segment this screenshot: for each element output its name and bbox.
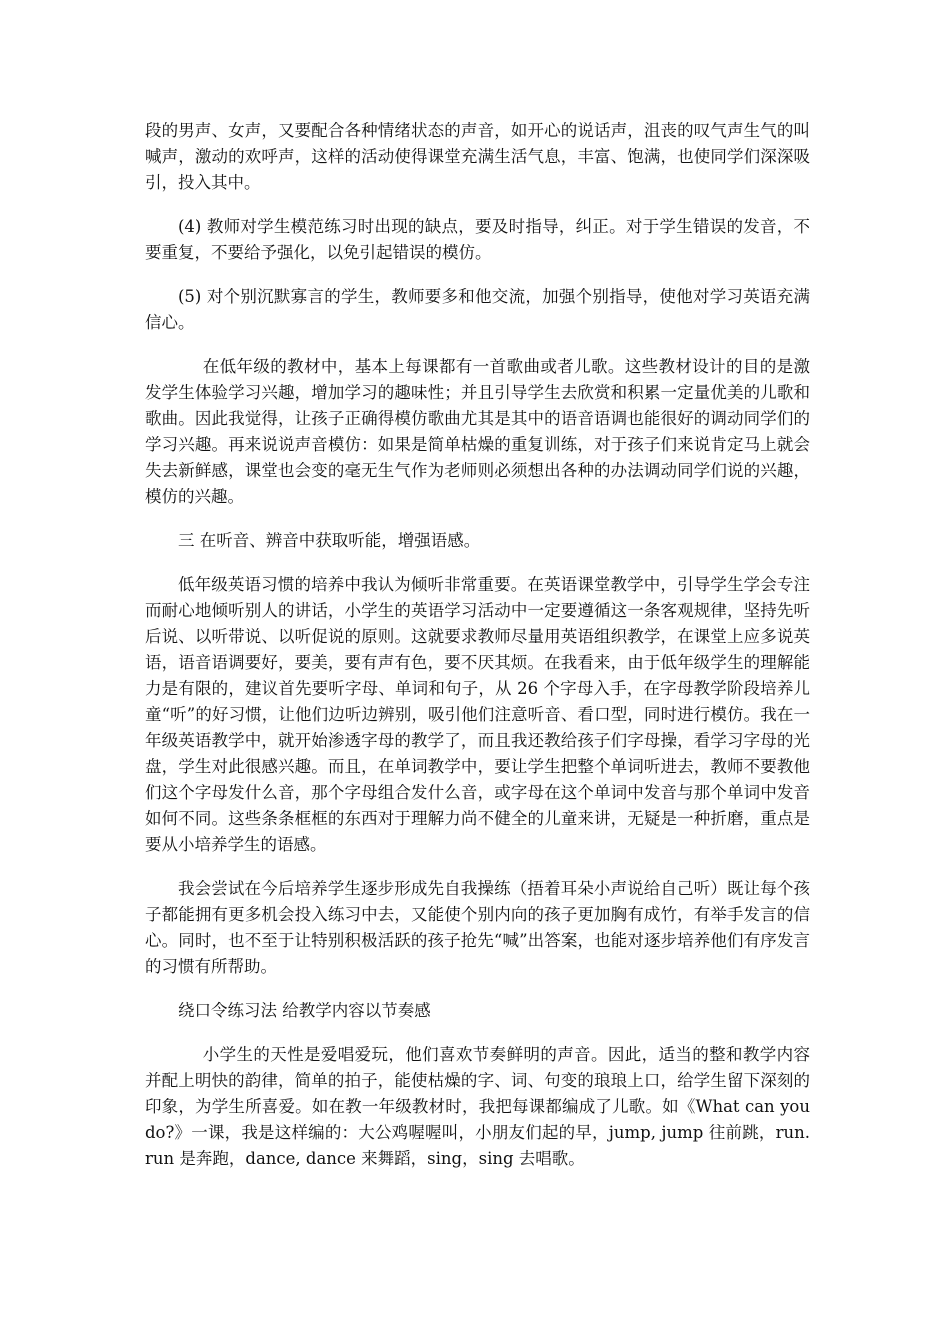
paragraph-rhythm: 小学生的天性是爱唱爱玩，他们喜欢节奏鲜明的声音。因此，适当的整和教学内容并配上明快的韵律，简单的拍子，能使枯燥的字、词、句变的琅琅上口，给学生留下深刻的印象，为学生所喜爱。如在教一年级教材时，我把每课都编成了儿歌。如《What can you do?》一课，我是这样编的：大公鸡喔喔叫，小朋友们起的早，jump, jump 往前跳，run. run 是奔跑，dance, dance 来舞蹈，sing，sing 去唱歌。 — [145, 1045, 810, 1168]
paragraph-listening: 低年级英语习惯的培养中我认为倾听非常重要。在英语课堂教学中，引导学生学会专注而耐心地倾听别人的讲话，小学生的英语学习活动中一定要遵循这一条客观规律，坚持先听后说、以听带说、以听促说的原则。这就要求教师尽量用英语组织教学，在课堂上应多说英语，语音语调要好，要美，要有声有色，要不厌其烦。在我看来，由于低年级学生的理解能力是有限的，建议首先要听字母、单词和句子，从 26 个字母入手，在字母教学阶段培养儿童“听”的好习惯，让他们边听边辨别，吸引他们注意听音、看口型，同时进行模仿。我在一年级英语教学中，就开始渗透字母的教学了，而且我还教给孩子们字母操，看学习字母的光盘，学生对此很感兴趣。而且，在单词教学中，要让学生把整个单词听进去，教师不要教他们这个字母发什么音，那个字母组合发什么音，或字母在这个单词中发音与那个单词中发音如何不同。这些条条框框的东西对于理解力尚不健全的儿童来讲，无疑是一种折磨，重点是要从小培养学生的语感。 — [145, 575, 810, 854]
paragraph-point-4: (4) 教师对学生模范练习时出现的缺点，要及时指导，纠正。对于学生错误的发音，不要重复，不要给予强化，以免引起错误的模仿。 — [145, 217, 810, 262]
paragraph-self-practice: 我会尝试在今后培养学生逐步形成先自我操练（捂着耳朵小声说给自己听）既让每个孩子都能拥有更多机会投入练习中去，又能使个别内向的孩子更加胸有成竹，有举手发言的信心。同时，也不至于让特别积极活跃的孩子抢先“喊”出答案，也能对逐步培养他们有序发言的习惯有所帮助。 — [145, 879, 810, 976]
section-heading-listening: 三 在听音、辨音中获取听能，增强语感。 — [178, 531, 481, 550]
section-heading-tongue-twister: 绕口令练习法 给教学内容以节奏感 — [178, 1001, 431, 1020]
document-body — [145, 118, 810, 1190]
paragraph-continuation: 段的男声、女声，又要配合各种情绪状态的声音，如开心的说话声，沮丧的叹气声生气的叫喊声，激动的欢呼声，这样的活动使得课堂充满生活气息，丰富、饱满，也使同学们深深吸引，投入其中。 — [145, 121, 810, 192]
paragraph-point-5: (5) 对个别沉默寡言的学生，教师要多和他交流，加强个别指导，使他对学习英语充满信心。 — [145, 287, 810, 332]
paragraph-songs: 在低年级的教材中，基本上每课都有一首歌曲或者儿歌。这些教材设计的目的是激发学生体验学习兴趣，增加学习的趣味性；并且引导学生去欣赏和积累一定量优美的儿歌和歌曲。因此我觉得，让孩子正确得模仿歌曲尤其是其中的语音语调也能很好的调动同学们的学习兴趣。再来说说声音模仿：如果是简单枯燥的重复训练，对于孩子们来说肯定马上就会失去新鲜感，课堂也会变的毫无生气作为老师则必须想出各种的办法调动同学们说的兴趣，模仿的兴趣。 — [145, 357, 810, 506]
